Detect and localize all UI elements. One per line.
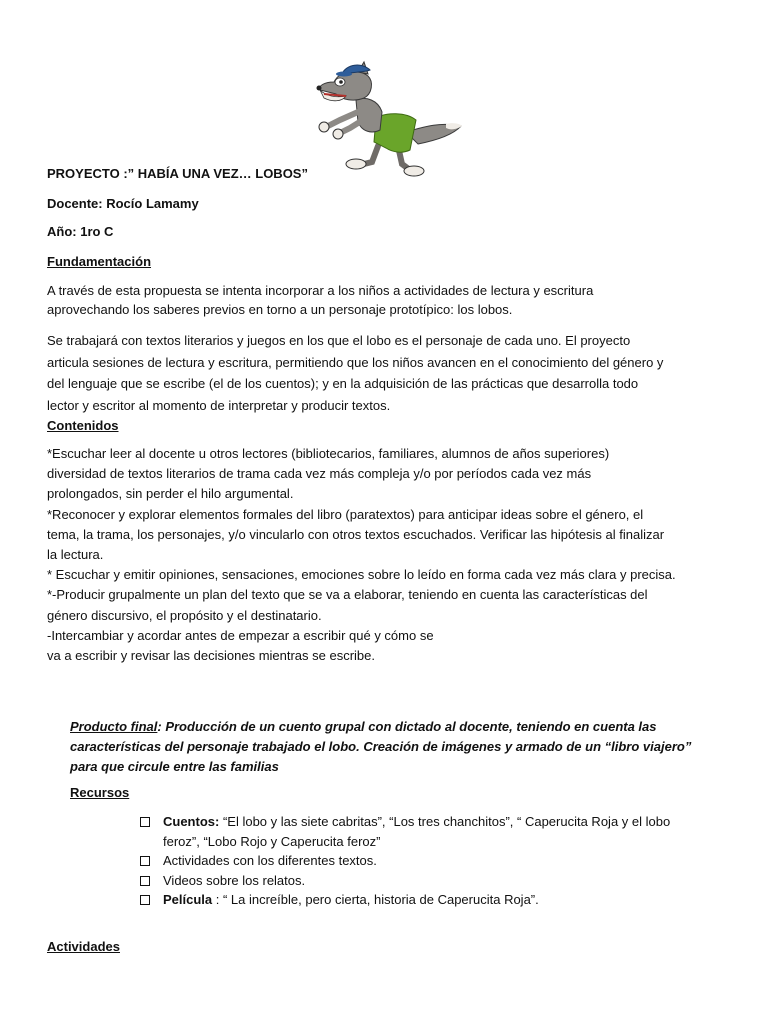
text-line: *Escuchar leer al docente u otros lectores (bibliotecarios, familiares, alumnos de años superiores) (47, 446, 610, 461)
checkbox-bullet-icon (140, 895, 150, 905)
text-line: *-Producir grupalmente un plan del texto que se va a elaborar, teniendo en cuenta las características del (47, 587, 648, 603)
list-item (140, 871, 670, 891)
heading-actividades: Actividades (47, 939, 120, 954)
text-line: lector y escritor al momento de interpretar y producir textos. (47, 397, 391, 413)
text-line: Se trabajará con textos literarios y juegos en los que el lobo es el personaje de cada uno. El proyecto (47, 333, 631, 348)
text-line: características del personaje trabajado el lobo. Creación de imágenes y armado de un “libro viajero” (70, 739, 692, 754)
text-line: : Producción de un cuento grupal con dictado al docente, teniendo en cuenta las (157, 719, 657, 734)
text-line: *Reconocer y explorar elementos formales del libro (paratextos) para anticipar ideas sobre el género, el (47, 506, 644, 522)
list-item (140, 812, 670, 851)
contenidos-list (47, 444, 727, 666)
recursos-list (140, 812, 670, 910)
resource-text-continued: feroz”, “Lobo Rojo y Caperucita feroz” (163, 833, 381, 849)
resource-text: : “ La increíble, pero cierta, historia de Caperucita Roja”. (212, 892, 539, 907)
text-line: * Escuchar y emitir opiniones, sensaciones, emociones sobre lo leído en forma cada vez más clara y precisa. (47, 567, 676, 583)
heading-recursos: Recursos (70, 785, 130, 800)
text-line: articula sesiones de lectura y escritura, permitiendo que los niños avancen en el conocimiento del género y (47, 354, 664, 370)
text-line: prolongados, sin perder el hilo argumental. (47, 486, 294, 502)
text-line: género discursivo, el propósito y el destinatario. (47, 607, 322, 623)
list-item (140, 851, 670, 871)
text-line: del lenguaje que se escribe (el de los cuentos); y en la adquisición de las prácticas que desarrolla todo (47, 376, 639, 391)
project-title: PROYECTO :” HABÍA UNA VEZ… LOBOS” (47, 166, 308, 181)
fundamentacion-paragraph-2 (47, 330, 727, 416)
heading-contenidos: Contenidos (47, 418, 119, 433)
fundamentacion-paragraph-1 (47, 281, 727, 319)
text-line: aprovechando los saberes previos en torno a un personaje prototípico: los lobos. (47, 302, 513, 317)
school-year: Año: 1ro C (47, 224, 114, 239)
resource-text: Actividades con los diferentes textos. (163, 853, 377, 868)
heading-fundamentacion: Fundamentación (47, 254, 152, 269)
teacher-name: Docente: Rocío Lamamy (47, 196, 199, 211)
producto-final (70, 717, 730, 777)
text-line: la lectura. (47, 547, 104, 563)
producto-final-label: Producto final (70, 719, 158, 734)
checkbox-bullet-icon (140, 817, 150, 827)
text-line: va a escribir y revisar las decisiones mientras se escribe. (47, 648, 376, 664)
text-line: para que circule entre las familias (70, 759, 279, 774)
text-line: tema, la trama, los personajes, y/o vincularlo con otros textos escuchados. Verificar las hipótesis al finalizar (47, 526, 665, 542)
text-line: -Intercambiar y acordar antes de empezar a escribir qué y cómo se (47, 627, 434, 643)
text-line: diversidad de textos literarios de trama cada vez más compleja y/o por períodos cada vez más (47, 466, 592, 482)
resource-label: Cuentos: (163, 814, 220, 829)
resource-text: Videos sobre los relatos. (163, 872, 306, 888)
text-line: A través de esta propuesta se intenta incorporar a los niños a actividades de lectura y escritura (47, 283, 594, 298)
wolf-illustration (306, 60, 466, 180)
checkbox-bullet-icon (140, 876, 150, 886)
resource-text: “El lobo y las siete cabritas”, “Los tres chanchitos”, “ Caperucita Roja y el lobo (219, 814, 671, 829)
list-item (140, 890, 670, 910)
resource-label: Película (163, 892, 213, 907)
checkbox-bullet-icon (140, 856, 150, 866)
